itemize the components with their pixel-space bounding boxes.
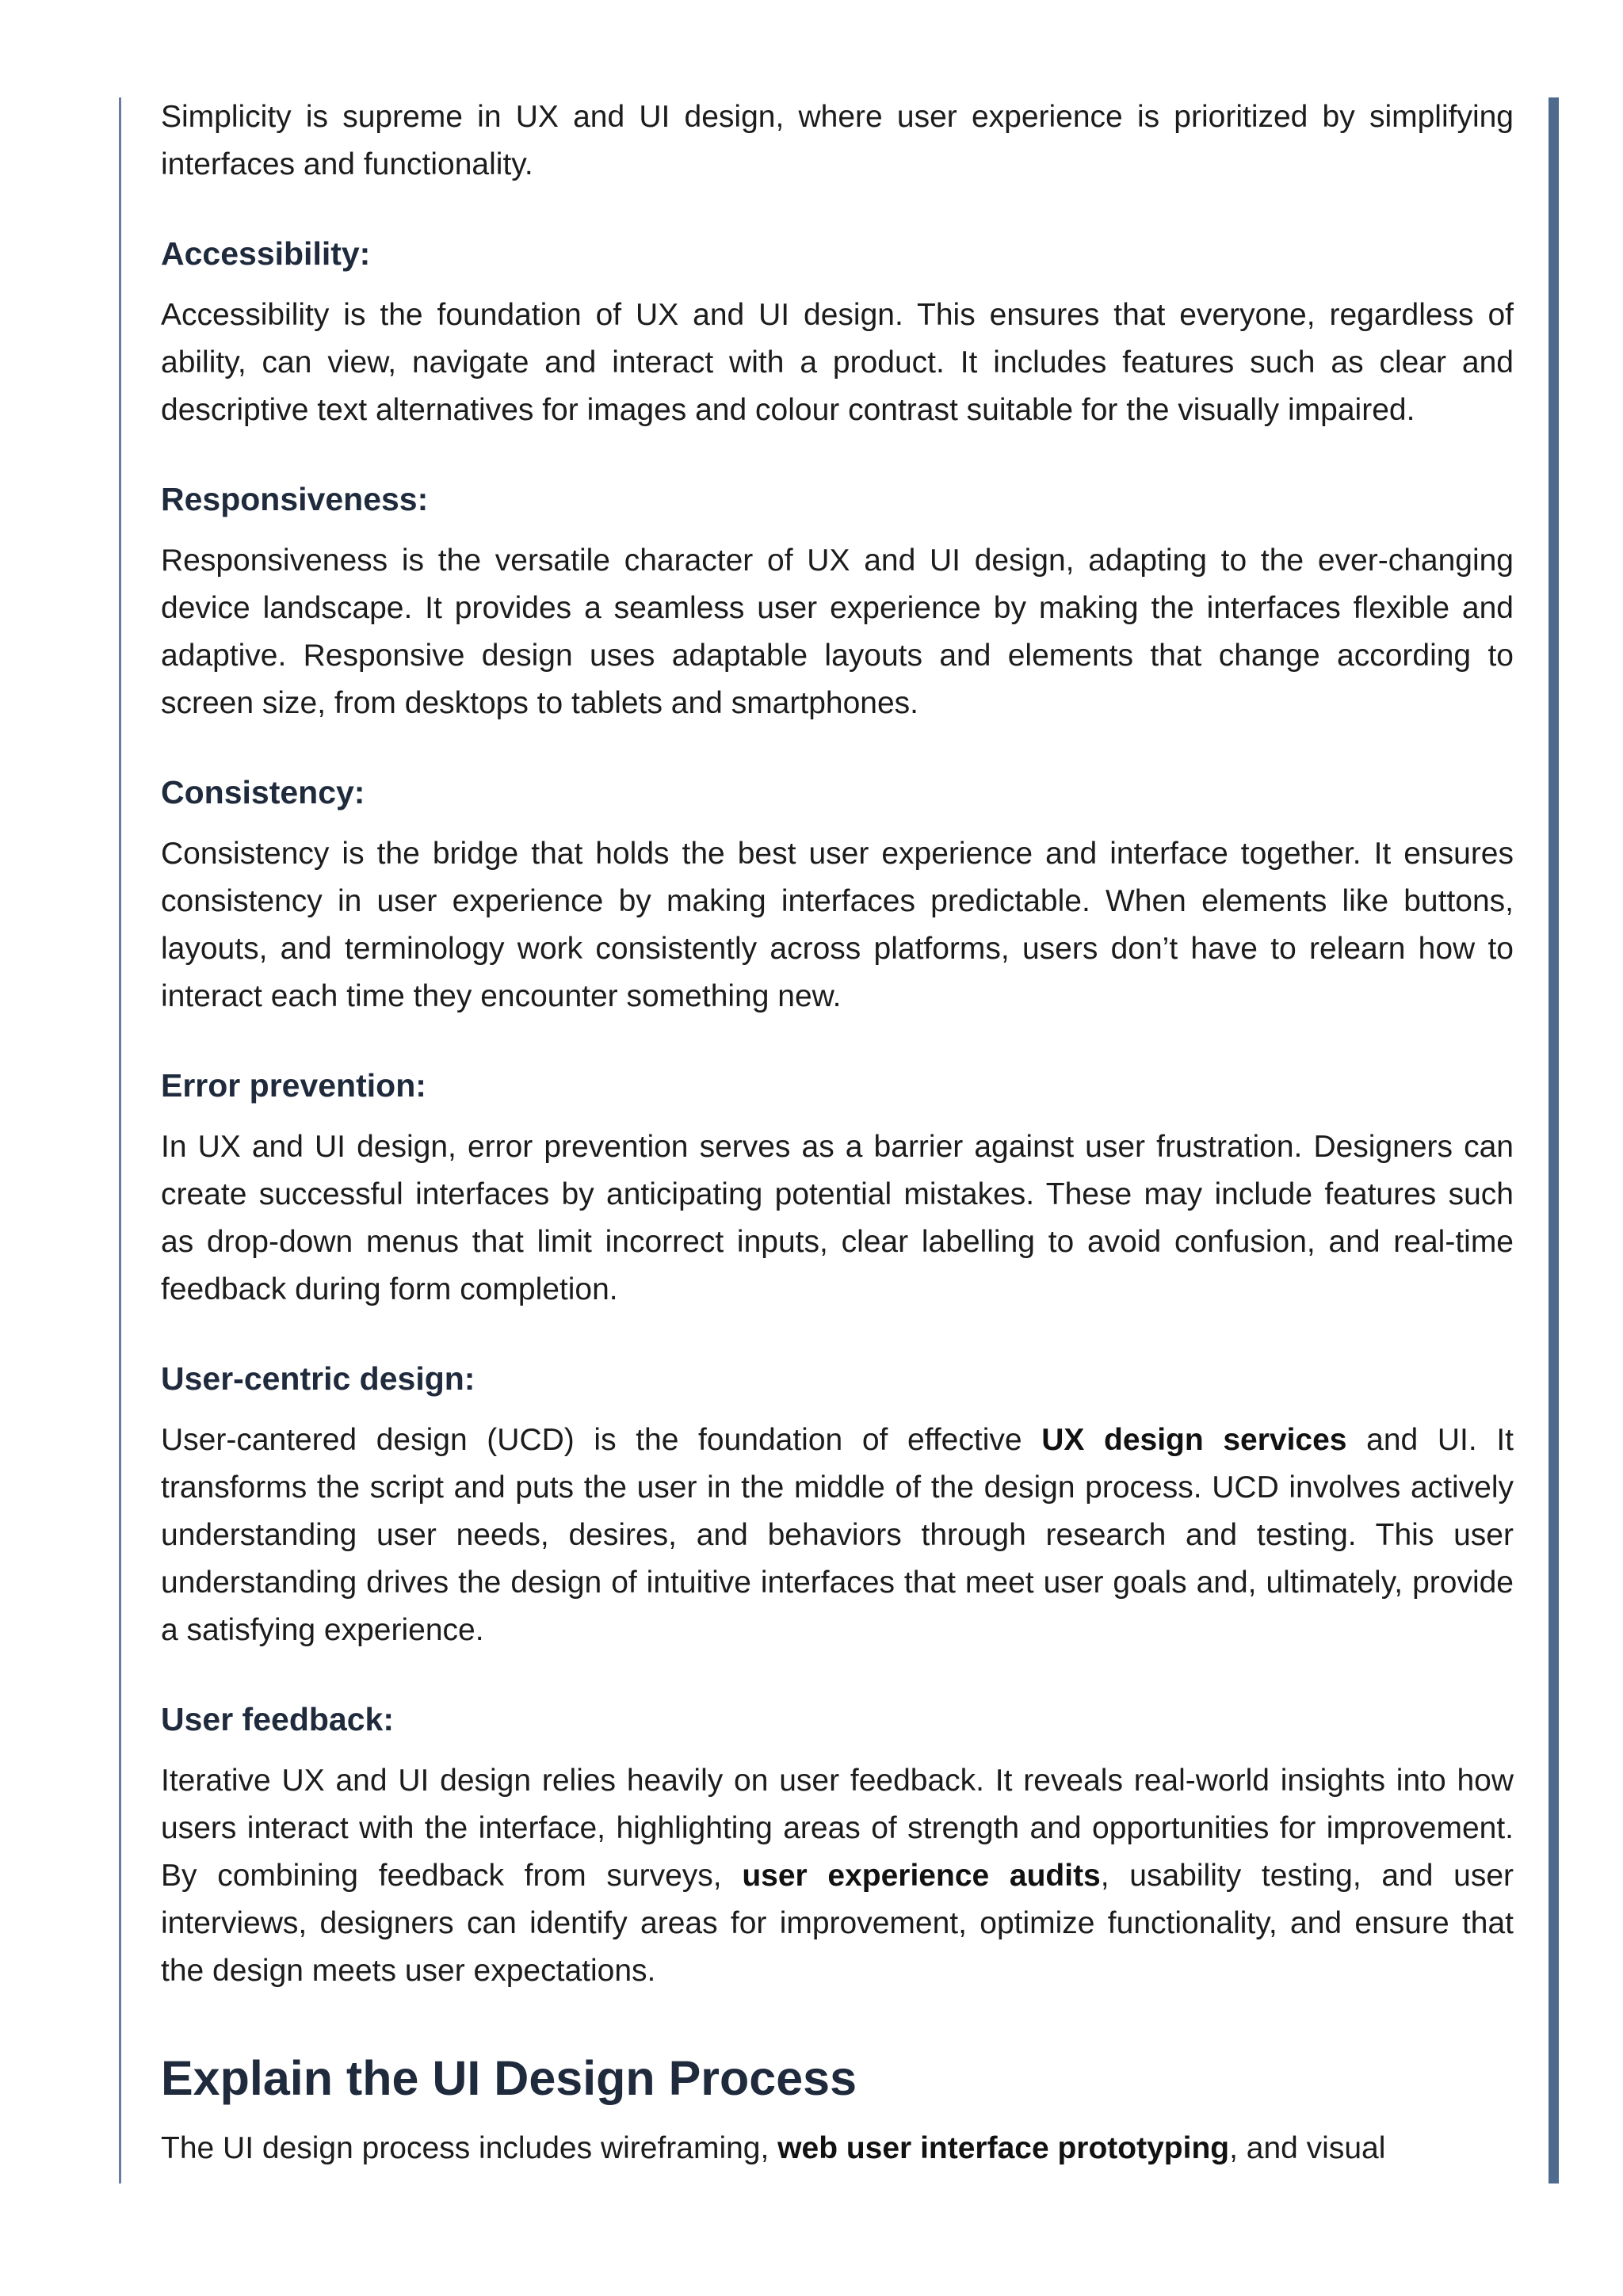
paragraph-consistency: Consistency is the bridge that holds the best user experience and interface together. It ensures consistency in user experience by making interfaces predictable. When elements like buttons, layouts, and terminology work consistently across platforms, users don’t have to relearn how to interact each time they encounter something new. xyxy=(161,837,1514,1013)
link-user-experience-audits[interactable]: user experience audits xyxy=(742,1859,1101,1893)
text-segment: , usability testing, and user interviews, designers can identify areas for improvement, optimize functionality, and ensure that the design meets user expectations. xyxy=(161,1859,1514,1988)
paragraph-user-feedback xyxy=(161,1757,1514,1995)
article-content xyxy=(161,93,1514,2172)
text-segment: The UI design process includes wireframing, xyxy=(161,2131,778,2165)
heading-ui-design-process: Explain the UI Design Process xyxy=(161,2051,857,2105)
intro-paragraph: Simplicity is supreme in UX and UI design, where user experience is prioritized by simplifying interfaces and functionality. xyxy=(161,100,1514,181)
link-ux-design-services[interactable]: UX design services xyxy=(1041,1423,1347,1457)
paragraph-accessibility: Accessibility is the foundation of UX and UI design. This ensures that everyone, regardless of ability, can view, navigate and interact with a product. It includes features such as clear and descriptive text alternatives for images and colour contrast suitable for the visually impaired. xyxy=(161,298,1514,427)
heading-user-feedback: User feedback: xyxy=(161,1701,394,1737)
paragraph-ui-design-process xyxy=(161,2125,1514,2172)
text-segment: , and visual xyxy=(1229,2131,1386,2165)
heading-user-centric-design: User-centric design: xyxy=(161,1360,475,1397)
heading-accessibility: Accessibility: xyxy=(161,235,371,272)
paragraph-error-prevention: In UX and UI design, error prevention serves as a barrier against user frustration. Designers can create successful interfaces by anticipating potential mistakes. These may include features such as drop-down menus that limit incorrect inputs, clear labelling to avoid confusion, and real-time feedback during form completion. xyxy=(161,1130,1514,1306)
heading-error-prevention: Error prevention: xyxy=(161,1067,426,1104)
text-segment: Iterative UX and UI design relies heavily on user feedback. It reveals real-world insights into how users interact with the interface, highlighting areas of strength and opportunities for improvement. By combining feedback from surveys, xyxy=(161,1764,1514,1893)
text-segment: User-cantered design (UCD) is the foundation of effective xyxy=(161,1423,1042,1457)
paragraph-responsiveness: Responsiveness is the versatile character of UX and UI design, adapting to the ever-changing device landscape. It provides a seamless user experience by making the interfaces flexible and adaptive. Responsive design uses adaptable layouts and elements that change according to screen size, from desktops to tablets and smartphones. xyxy=(161,543,1514,720)
right-border-rule xyxy=(1549,97,1559,2183)
paragraph-user-centric-design xyxy=(161,1417,1514,1654)
link-web-ui-prototyping[interactable]: web user interface prototyping xyxy=(777,2131,1230,2165)
left-border-rule xyxy=(119,97,121,2183)
heading-responsiveness: Responsiveness: xyxy=(161,481,429,517)
heading-consistency: Consistency: xyxy=(161,774,365,810)
text-segment: and UI. It transforms the script and puts the user in the middle of the design process. UCD involves actively understanding user needs, desires, and behaviors through research and testing. This user understanding drives the design of intuitive interfaces that meet user goals and, ultimately, provide a satisfying experience. xyxy=(161,1423,1514,1647)
